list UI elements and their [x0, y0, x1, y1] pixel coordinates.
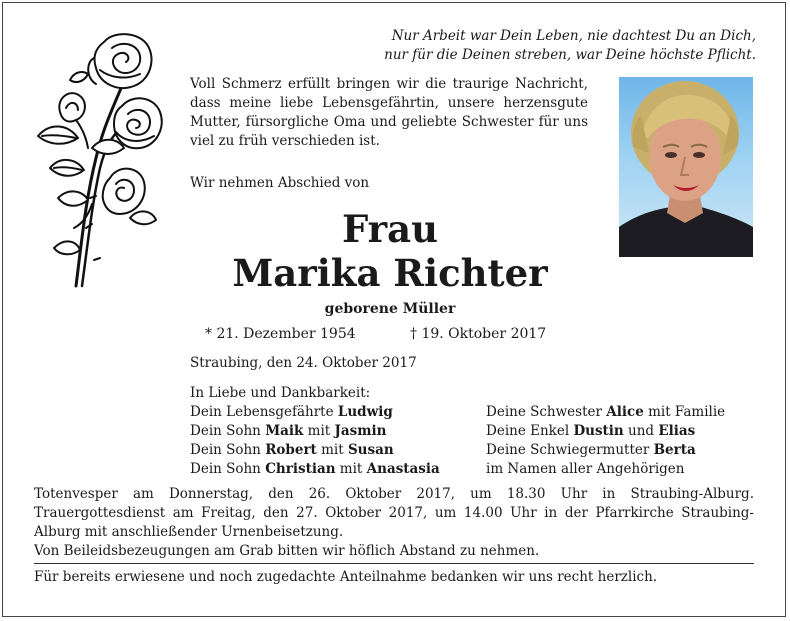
service-notes: [34, 485, 754, 561]
motto-verse: [256, 27, 756, 65]
mourner-row: [190, 441, 440, 460]
mourners-left-column: [190, 403, 440, 479]
mourner-connector: mit: [316, 442, 348, 458]
mourner-partner: Jasmin: [334, 423, 387, 439]
mourner-connector: mit Familie: [643, 404, 726, 420]
farewell-line: Wir nehmen Abschied von: [190, 175, 370, 191]
mourner-row: [190, 422, 440, 441]
divider: [34, 563, 754, 564]
mourner-row: [486, 441, 725, 460]
maiden-name: geborene Müller: [324, 301, 456, 317]
mourner-row: [486, 460, 725, 479]
mourner-partner: Elias: [658, 423, 696, 439]
mourners-heading: In Liebe und Dankbarkeit:: [190, 385, 371, 401]
intro-text: [190, 75, 588, 151]
motto-line-2: nur für die Deinen streben, war Deine höchste Pflicht.: [384, 47, 756, 63]
mourner-name: Christian: [265, 461, 336, 477]
motto-line-1: Nur Arbeit war Dein Leben, nie dachtest Du an Dich,: [391, 28, 756, 44]
mourner-partner: Susan: [347, 442, 394, 458]
honorific: Frau: [342, 207, 438, 251]
mourner-relation: Deine Schwiegermutter: [486, 442, 654, 458]
mourner-partner: Anastasia: [366, 461, 440, 477]
mourners-right-column: [486, 403, 725, 479]
mourner-row: [190, 460, 440, 479]
mourner-name: Dustin: [573, 423, 624, 439]
portrait-drawing: [619, 77, 753, 257]
mourner-connector: und: [623, 423, 659, 439]
mourner-name: Robert: [265, 442, 317, 458]
mourner-relation: Deine Schwester: [486, 404, 607, 420]
mourner-relation: Dein Lebensgefährte: [190, 404, 338, 420]
mourner-name: Berta: [653, 442, 696, 458]
mourner-row: [486, 403, 725, 422]
place-date: Straubing, den 24. Oktober 2017: [190, 355, 417, 371]
mourner-relation: Deine Enkel: [486, 423, 574, 439]
service-times: Totenvesper am Donnerstag, den 26. Oktober 2017, um 18.30 Uhr in Straubing-Alburg. Trauergottesdienst am Freitag, den 27. Oktober 2017, um 14.00 Uhr in der Pfarrkirche Straubing-Alburg mit anschließender Urnenbeisetzung.: [34, 486, 754, 540]
mourner-name: Ludwig: [337, 404, 393, 420]
mourner-row: [486, 422, 725, 441]
death-date: † 19. Oktober 2017: [410, 326, 547, 342]
deceased-name: Marika Richter: [232, 251, 548, 295]
condolence-note: Von Beileidsbezeugungen am Grab bitten wir höflich Abstand zu nehmen.: [34, 543, 540, 559]
mourner-relation: Dein Sohn: [190, 461, 266, 477]
mourner-connector: mit: [335, 461, 367, 477]
life-dates: [205, 325, 547, 344]
mourner-name: Maik: [265, 423, 304, 439]
mourners-block: [190, 384, 760, 477]
mourner-row: [190, 403, 440, 422]
intro-paragraph: Voll Schmerz erfüllt bringen wir die traurige Nachricht, dass meine liebe Lebensgefährtin, unsere herzensgute Mutter, fürsorgliche Oma und geliebte Schwester für uns viel zu früh verschieden ist.: [190, 76, 588, 149]
mourner-relation: Dein Sohn: [190, 442, 266, 458]
rose-icon: [30, 28, 170, 292]
portrait-photo: [619, 77, 753, 257]
mourner-name: Alice: [606, 404, 644, 420]
mourner-relation: Dein Sohn: [190, 423, 266, 439]
mourner-relation: im Namen aller Angehörigen: [486, 461, 685, 477]
birth-date: * 21. Dezember 1954: [205, 326, 356, 342]
mourner-connector: mit: [303, 423, 335, 439]
thanks-line: Für bereits erwiesene und noch zugedachte Anteilnahme bedanken wir uns recht herzlich.: [34, 569, 658, 585]
